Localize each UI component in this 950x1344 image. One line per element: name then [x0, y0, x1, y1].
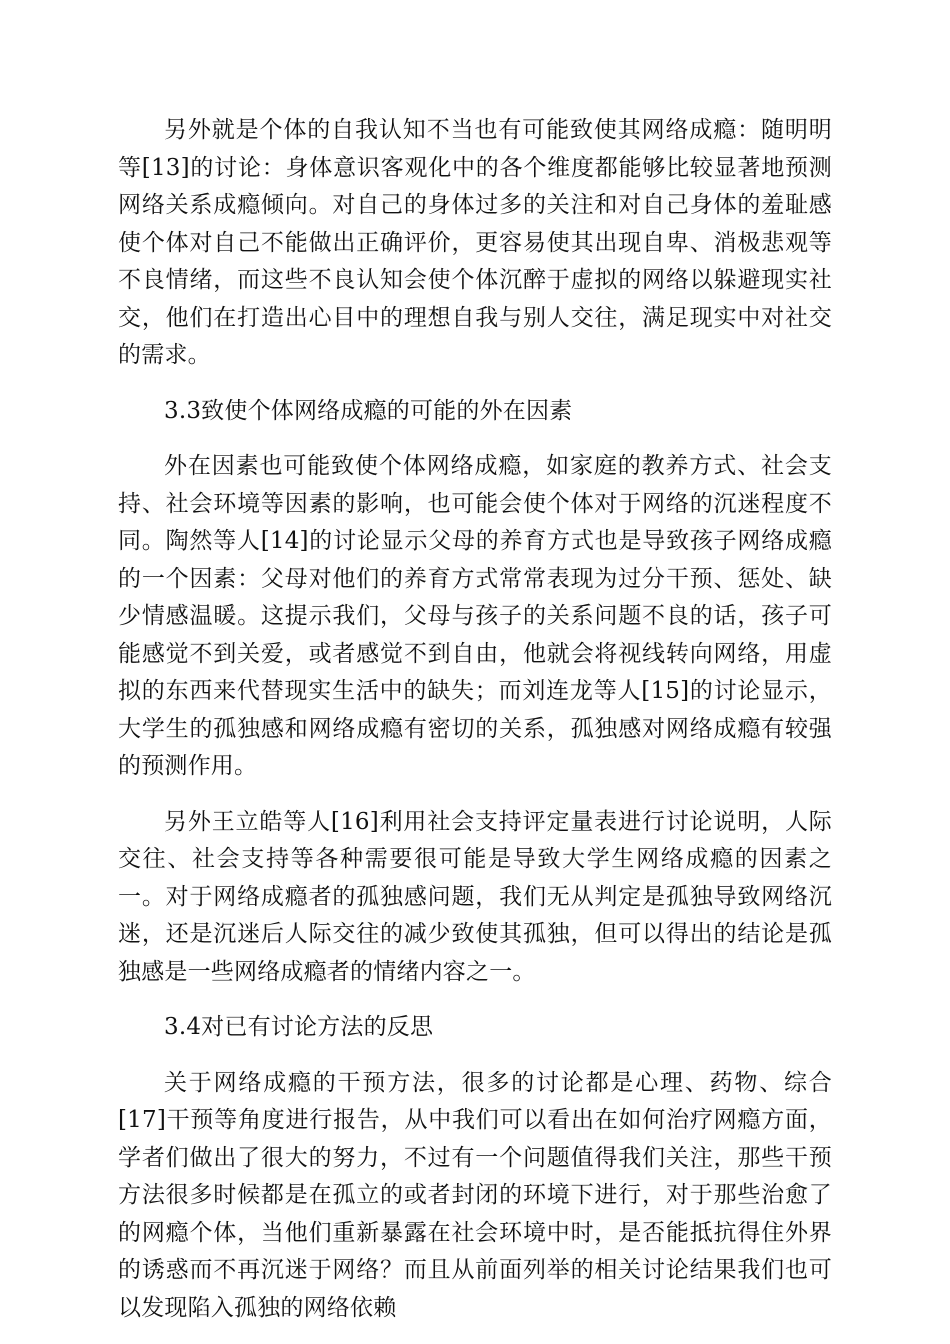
- paragraph-gap: [118, 1047, 832, 1065]
- paragraph-gap: [118, 375, 832, 393]
- section-heading-3-4: 3.4对已有讨论方法的反思: [164, 1014, 434, 1040]
- paragraph-gap: [118, 786, 832, 804]
- paragraph-gap: [118, 430, 832, 448]
- paragraph-gap: [118, 991, 832, 1009]
- paragraph-method-reflection: 关于网络成瘾的干预方法，很多的讨论都是心理、药物、综合[17]干预等角度进行报告，从中我们可以看出在如何治疗网瘾方面，学者们做出了很大的努力，不过有一个问题值得我们关注，那些干预方法很多时候都是在孤立的或者封闭的环境下进行，对于那些治愈了的网瘾个体，当他们重新暴露在社会环境中时，是否能抵抗得住外界的诱惑而不再沉迷于网络？而且从前面列举的相关讨论结果我们也可以发现陷入孤独的网络依赖: [118, 1069, 832, 1321]
- paragraph-self-cognition: 另外就是个体的自我认知不当也有可能致使其网络成瘾：随明明等[13]的讨论：身体意识客观化中的各个维度都能够比较显著地预测网络关系成瘾倾向。对自己的身体过多的关注和对自己身体的羞耻感使个体对自己不能做出正确评价，更容易使其出现自卑、消极悲观等不良情绪，而这些不良认知会使个体沉醉于虚拟的网络以躲避现实社交，他们在打造出心目中的理想自我与别人交往，满足现实中对社交的需求。: [118, 117, 832, 368]
- document-body: [118, 112, 832, 1327]
- paragraph-social-support: 另外王立皓等人[16]利用社会支持评定量表进行讨论说明，人际交往、社会支持等各种需要很可能是导致大学生网络成瘾的因素之一。对于网络成瘾者的孤独感问题，我们无从判定是孤独导致网络沉迷，还是沉迷后人际交往的减少致使其孤独，但可以得出的结论是孤独感是一些网络成瘾者的情绪内容之一。: [118, 808, 832, 985]
- paragraph-external-factors: 外在因素也可能致使个体网络成瘾，如家庭的教养方式、社会支持、社会环境等因素的影响，也可能会使个体对于网络的沉迷程度不同。陶然等人[14]的讨论显示父母的养育方式也是导致孩子网络成瘾的一个因素：父母对他们的养育方式常常表现为过分干预、惩处、缺少情感温暖。这提示我们，父母与孩子的关系问题不良的话，孩子可能感觉不到关爱，或者感觉不到自由，他就会将视线转向网络，用虚拟的东西来代替现实生活中的缺失；而刘连龙等人[15]的讨论显示，大学生的孤独感和网络成瘾有密切的关系，孤独感对网络成瘾有较强的预测作用。: [118, 453, 832, 779]
- section-heading-3-3: 3.3致使个体网络成瘾的可能的外在因素: [164, 397, 573, 424]
